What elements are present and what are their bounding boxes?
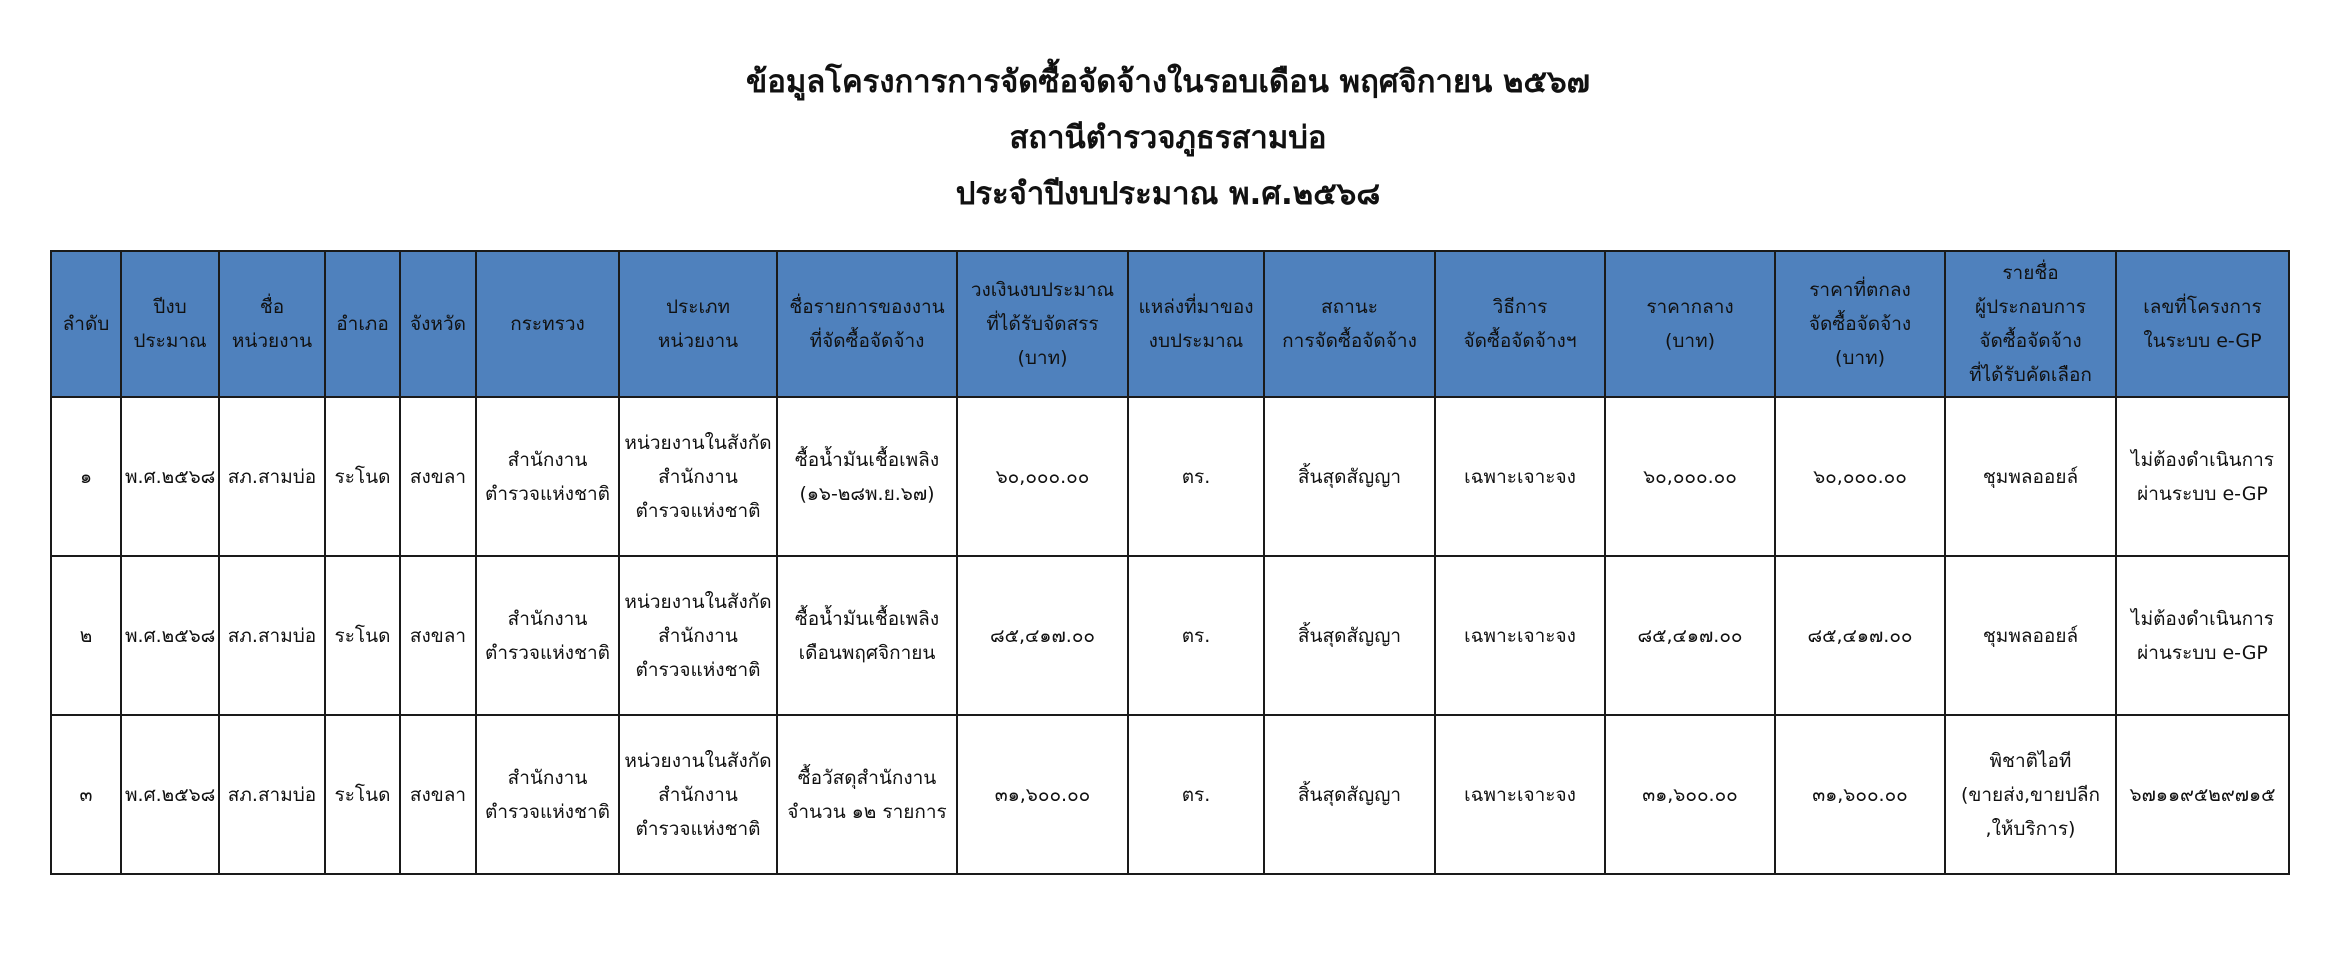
table-body <box>51 397 2289 874</box>
table-cell-budget: ๓๑,๖๐๐.๐๐ <box>957 715 1128 874</box>
header-col-status: สถานะ การจัดซื้อจัดจ้าง <box>1264 251 1435 397</box>
table-cell-egp-number: ๖๗๑๑๙๕๒๙๗๑๕ <box>2116 715 2289 874</box>
table-cell-agreed-price: ๘๕,๔๑๗.๐๐ <box>1775 556 1945 715</box>
table-cell-reference-price: ๓๑,๖๐๐.๐๐ <box>1605 715 1775 874</box>
document-title: ข้อมูลโครงการการจัดซื้อจัดจ้างในรอบเดือน พฤศจิกายน ๒๕๖๗ <box>746 64 1590 100</box>
document-header <box>0 54 2336 222</box>
table-cell-ministry: สำนักงาน ตำรวจแห่งชาติ <box>476 556 619 715</box>
table-cell-district: ระโนด <box>325 715 400 874</box>
table-cell-agency-type: หน่วยงานในสังกัด สำนักงาน ตำรวจแห่งชาติ <box>619 715 777 874</box>
table-cell-budget-source: ตร. <box>1128 556 1264 715</box>
table-row <box>51 556 2289 715</box>
fiscal-year: ประจำปีงบประมาณ พ.ศ.๒๕๖๘ <box>955 176 1381 212</box>
table-cell-agency-name: สภ.สามบ่อ <box>219 715 325 874</box>
header-col-province: จังหวัด <box>400 251 476 397</box>
table-cell-district: ระโนด <box>325 556 400 715</box>
header-col-selected-vendor: รายชื่อ ผู้ประกอบการ จัดซื้อจัดจ้าง ที่ได้รับคัดเลือก <box>1945 251 2116 397</box>
table-cell-agency-name: สภ.สามบ่อ <box>219 556 325 715</box>
table-cell-budget: ๖๐,๐๐๐.๐๐ <box>957 397 1128 556</box>
table-cell-method: เฉพาะเจาะจง <box>1435 715 1605 874</box>
station-name: สถานีตำรวจภูธรสามบ่อ <box>1009 120 1327 156</box>
table-cell-fiscal-year: พ.ศ.๒๕๖๘ <box>121 556 219 715</box>
table-cell-method: เฉพาะเจาะจง <box>1435 556 1605 715</box>
table-cell-egp-number: ไม่ต้องดำเนินการ ผ่านระบบ e-GP <box>2116 397 2289 556</box>
header-col-ministry: กระทรวง <box>476 251 619 397</box>
table-cell-agency-name: สภ.สามบ่อ <box>219 397 325 556</box>
table-cell-province: สงขลา <box>400 397 476 556</box>
table-cell-agreed-price: ๖๐,๐๐๐.๐๐ <box>1775 397 1945 556</box>
table-row <box>51 397 2289 556</box>
table-cell-district: ระโนด <box>325 397 400 556</box>
header-col-fiscal-year: ปีงบ ประมาณ <box>121 251 219 397</box>
table-cell-agreed-price: ๓๑,๖๐๐.๐๐ <box>1775 715 1945 874</box>
table-cell-method: เฉพาะเจาะจง <box>1435 397 1605 556</box>
table-cell-ministry: สำนักงาน ตำรวจแห่งชาติ <box>476 397 619 556</box>
table-cell-agency-type: หน่วยงานในสังกัด สำนักงาน ตำรวจแห่งชาติ <box>619 397 777 556</box>
table-cell-egp-number: ไม่ต้องดำเนินการ ผ่านระบบ e-GP <box>2116 556 2289 715</box>
table-cell-selected-vendor: ชุมพลออยล์ <box>1945 556 2116 715</box>
table-cell-status: สิ้นสุดสัญญา <box>1264 556 1435 715</box>
table-cell-item-name: ซื้อน้ำมันเชื้อเพลิง (๑๖-๒๘พ.ย.๖๗) <box>777 397 957 556</box>
header-col-order: ลำดับ <box>51 251 121 397</box>
header-col-item-name: ชื่อรายการของงาน ที่จัดซื้อจัดจ้าง <box>777 251 957 397</box>
table-cell-reference-price: ๖๐,๐๐๐.๐๐ <box>1605 397 1775 556</box>
table-header-row <box>51 251 2289 397</box>
table-cell-selected-vendor: พิชาติไอที (ขายส่ง,ขายปลีก ,ให้บริการ) <box>1945 715 2116 874</box>
table-cell-fiscal-year: พ.ศ.๒๕๖๘ <box>121 715 219 874</box>
table-cell-agency-type: หน่วยงานในสังกัด สำนักงาน ตำรวจแห่งชาติ <box>619 556 777 715</box>
header-col-agreed-price: ราคาที่ตกลง จัดซื้อจัดจ้าง (บาท) <box>1775 251 1945 397</box>
header-col-method: วิธีการ จัดซื้อจัดจ้างฯ <box>1435 251 1605 397</box>
table-cell-fiscal-year: พ.ศ.๒๕๖๘ <box>121 397 219 556</box>
table-cell-order: ๑ <box>51 397 121 556</box>
table-cell-order: ๓ <box>51 715 121 874</box>
table-cell-province: สงขลา <box>400 715 476 874</box>
header-col-budget-source: แหล่งที่มาของ งบประมาณ <box>1128 251 1264 397</box>
table-cell-ministry: สำนักงาน ตำรวจแห่งชาติ <box>476 715 619 874</box>
table-cell-budget-source: ตร. <box>1128 715 1264 874</box>
table-cell-province: สงขลา <box>400 556 476 715</box>
table-cell-status: สิ้นสุดสัญญา <box>1264 715 1435 874</box>
header-col-agency-name: ชื่อ หน่วยงาน <box>219 251 325 397</box>
table-cell-budget-source: ตร. <box>1128 397 1264 556</box>
table-cell-reference-price: ๘๕,๔๑๗.๐๐ <box>1605 556 1775 715</box>
table-cell-budget: ๘๕,๔๑๗.๐๐ <box>957 556 1128 715</box>
header-col-reference-price: ราคากลาง (บาท) <box>1605 251 1775 397</box>
header-col-agency-type: ประเภท หน่วยงาน <box>619 251 777 397</box>
table-cell-status: สิ้นสุดสัญญา <box>1264 397 1435 556</box>
table-cell-selected-vendor: ชุมพลออยล์ <box>1945 397 2116 556</box>
table-cell-order: ๒ <box>51 556 121 715</box>
header-col-budget: วงเงินงบประมาณ ที่ได้รับจัดสรร (บาท) <box>957 251 1128 397</box>
table-row <box>51 715 2289 874</box>
table-cell-item-name: ซื้อน้ำมันเชื้อเพลิง เดือนพฤศจิกายน <box>777 556 957 715</box>
table-cell-item-name: ซื้อวัสดุสำนักงาน จำนวน ๑๒ รายการ <box>777 715 957 874</box>
header-col-district: อำเภอ <box>325 251 400 397</box>
header-col-egp-number: เลขที่โครงการ ในระบบ e-GP <box>2116 251 2289 397</box>
procurement-table <box>50 250 2290 875</box>
